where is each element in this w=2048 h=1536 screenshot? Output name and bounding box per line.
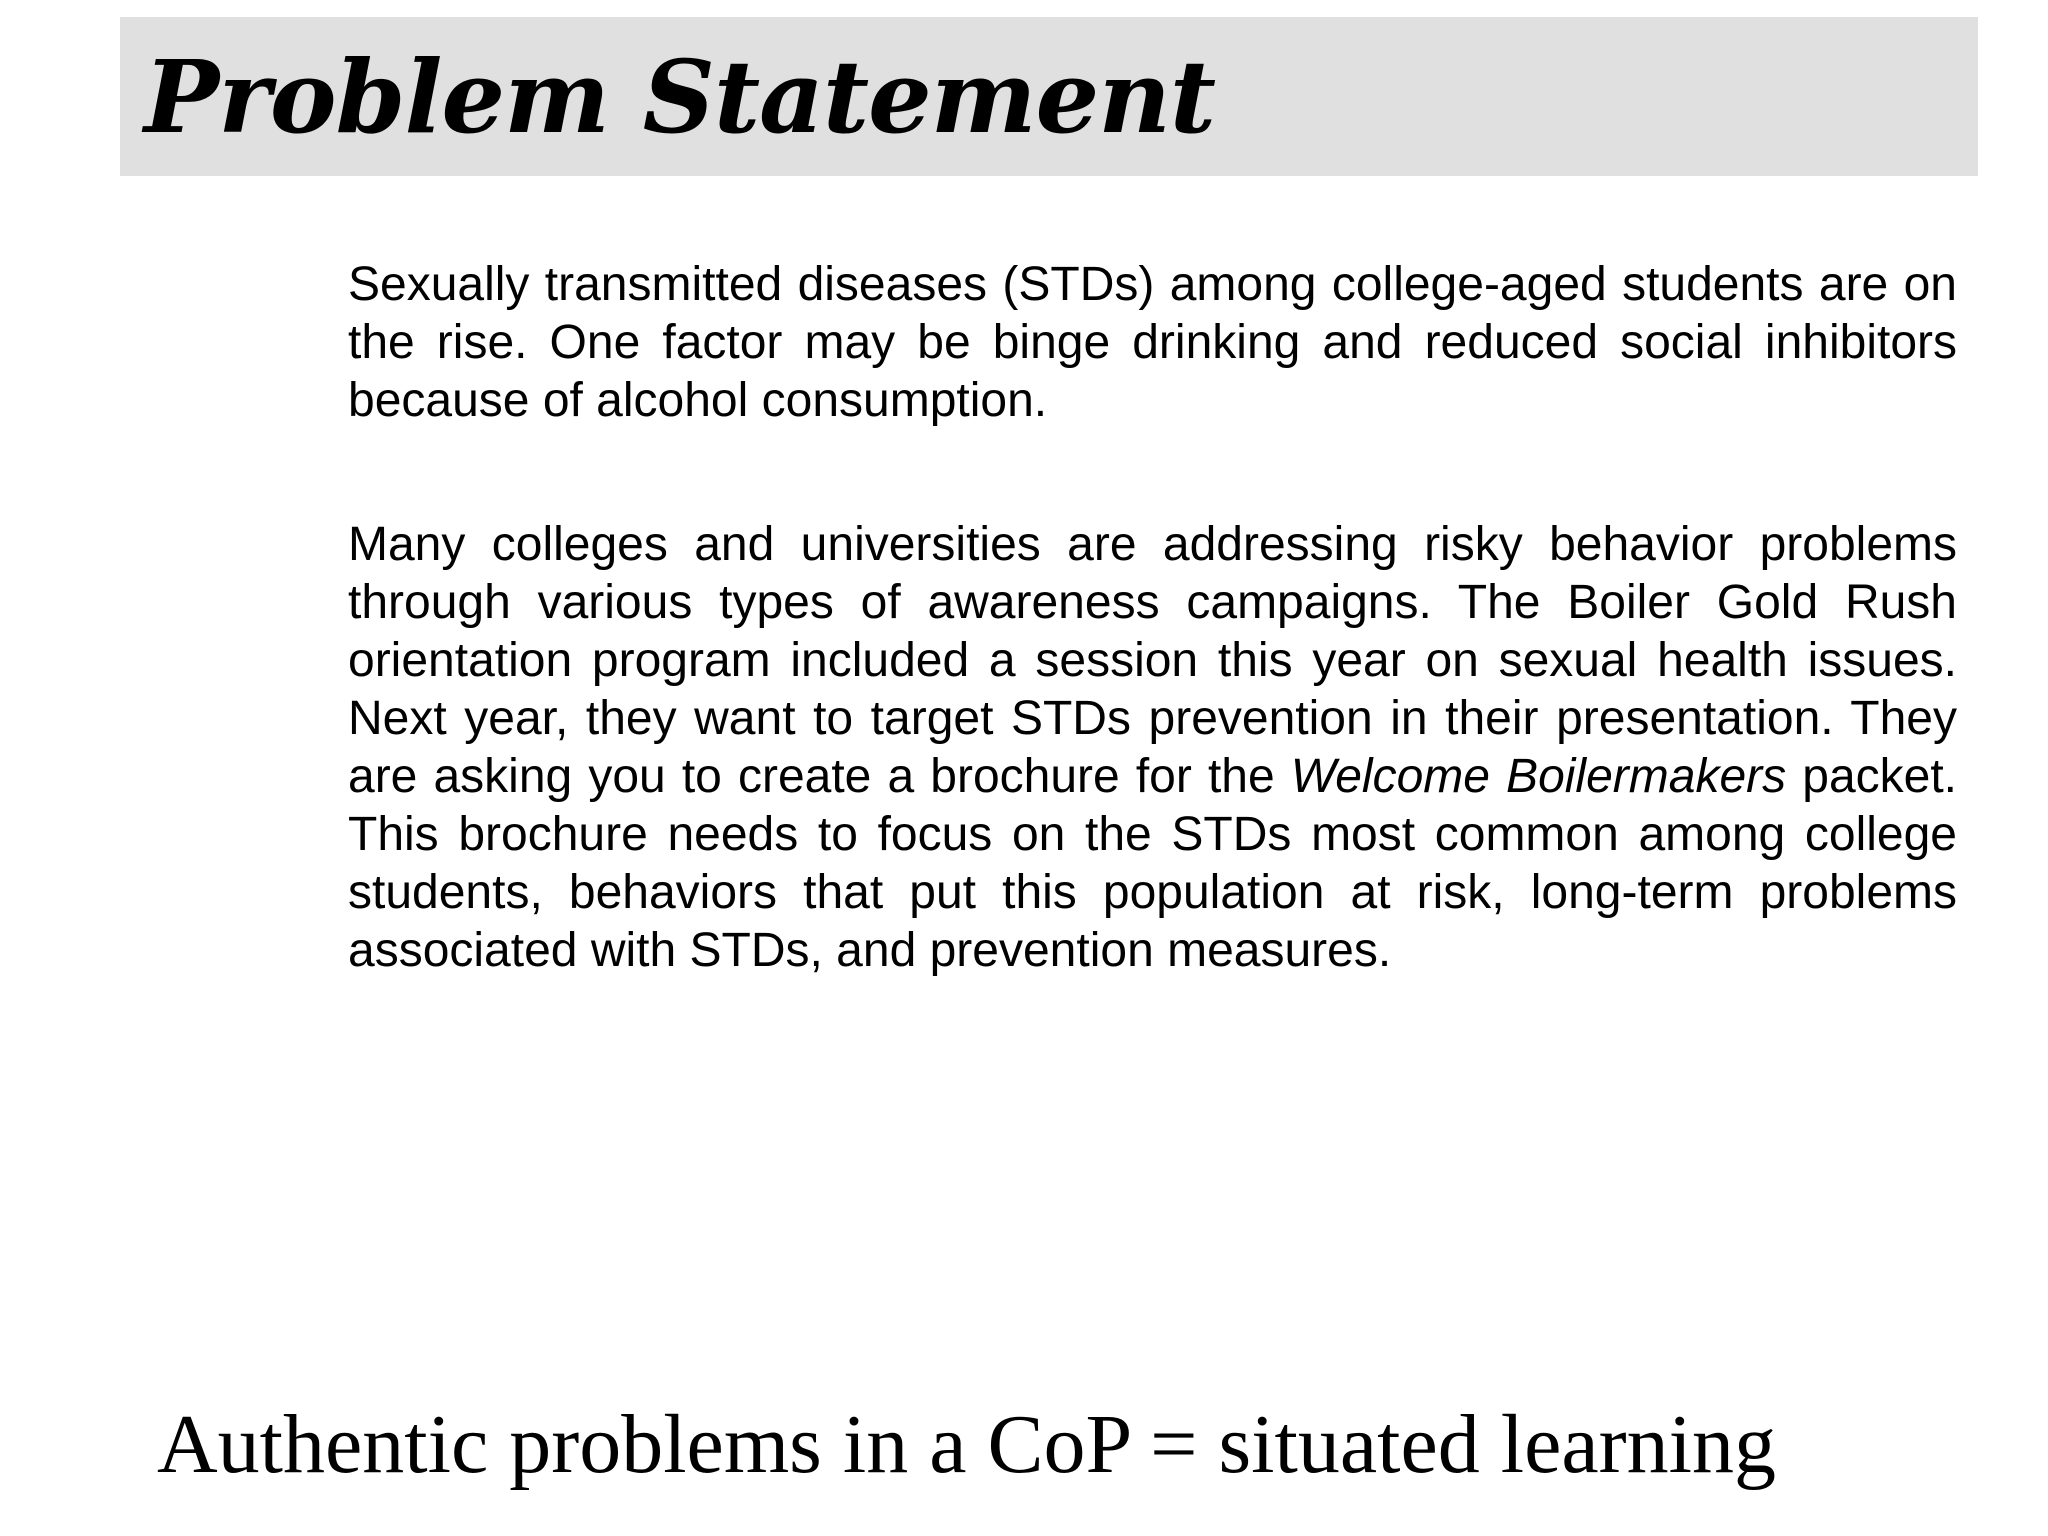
packet-name: Welcome Boilermakers xyxy=(1290,750,1787,803)
paragraph-2 xyxy=(348,516,1957,980)
problem-statement-body xyxy=(348,256,1957,980)
paragraph-2-text-start: Many colleges and universities are addressing risky behavior problems through various types of awareness campaigns. The Boiler Gold Rush orientation program included a session this year on sexual health issues. Next year, they want to target STDs prevention in their presentation. They are asking you to create a brochure for the xyxy=(348,518,1957,803)
slide-title: Problem Statement xyxy=(144,38,1216,156)
paragraph-1: Sexually transmitted diseases (STDs) among college-aged students are on the rise. One factor may be binge drinking and reduced social inhibitors because of alcohol consumption. xyxy=(348,258,1957,427)
paragraph-2-text-end: packet. This brochure needs to focus on the STDs most common among college students, behaviors that put this population at risk, long-term problems associated with STDs, and prevention measures. xyxy=(348,750,1958,977)
slide-footer-caption: Authentic problems in a CoP = situated learning xyxy=(157,1398,1776,1491)
